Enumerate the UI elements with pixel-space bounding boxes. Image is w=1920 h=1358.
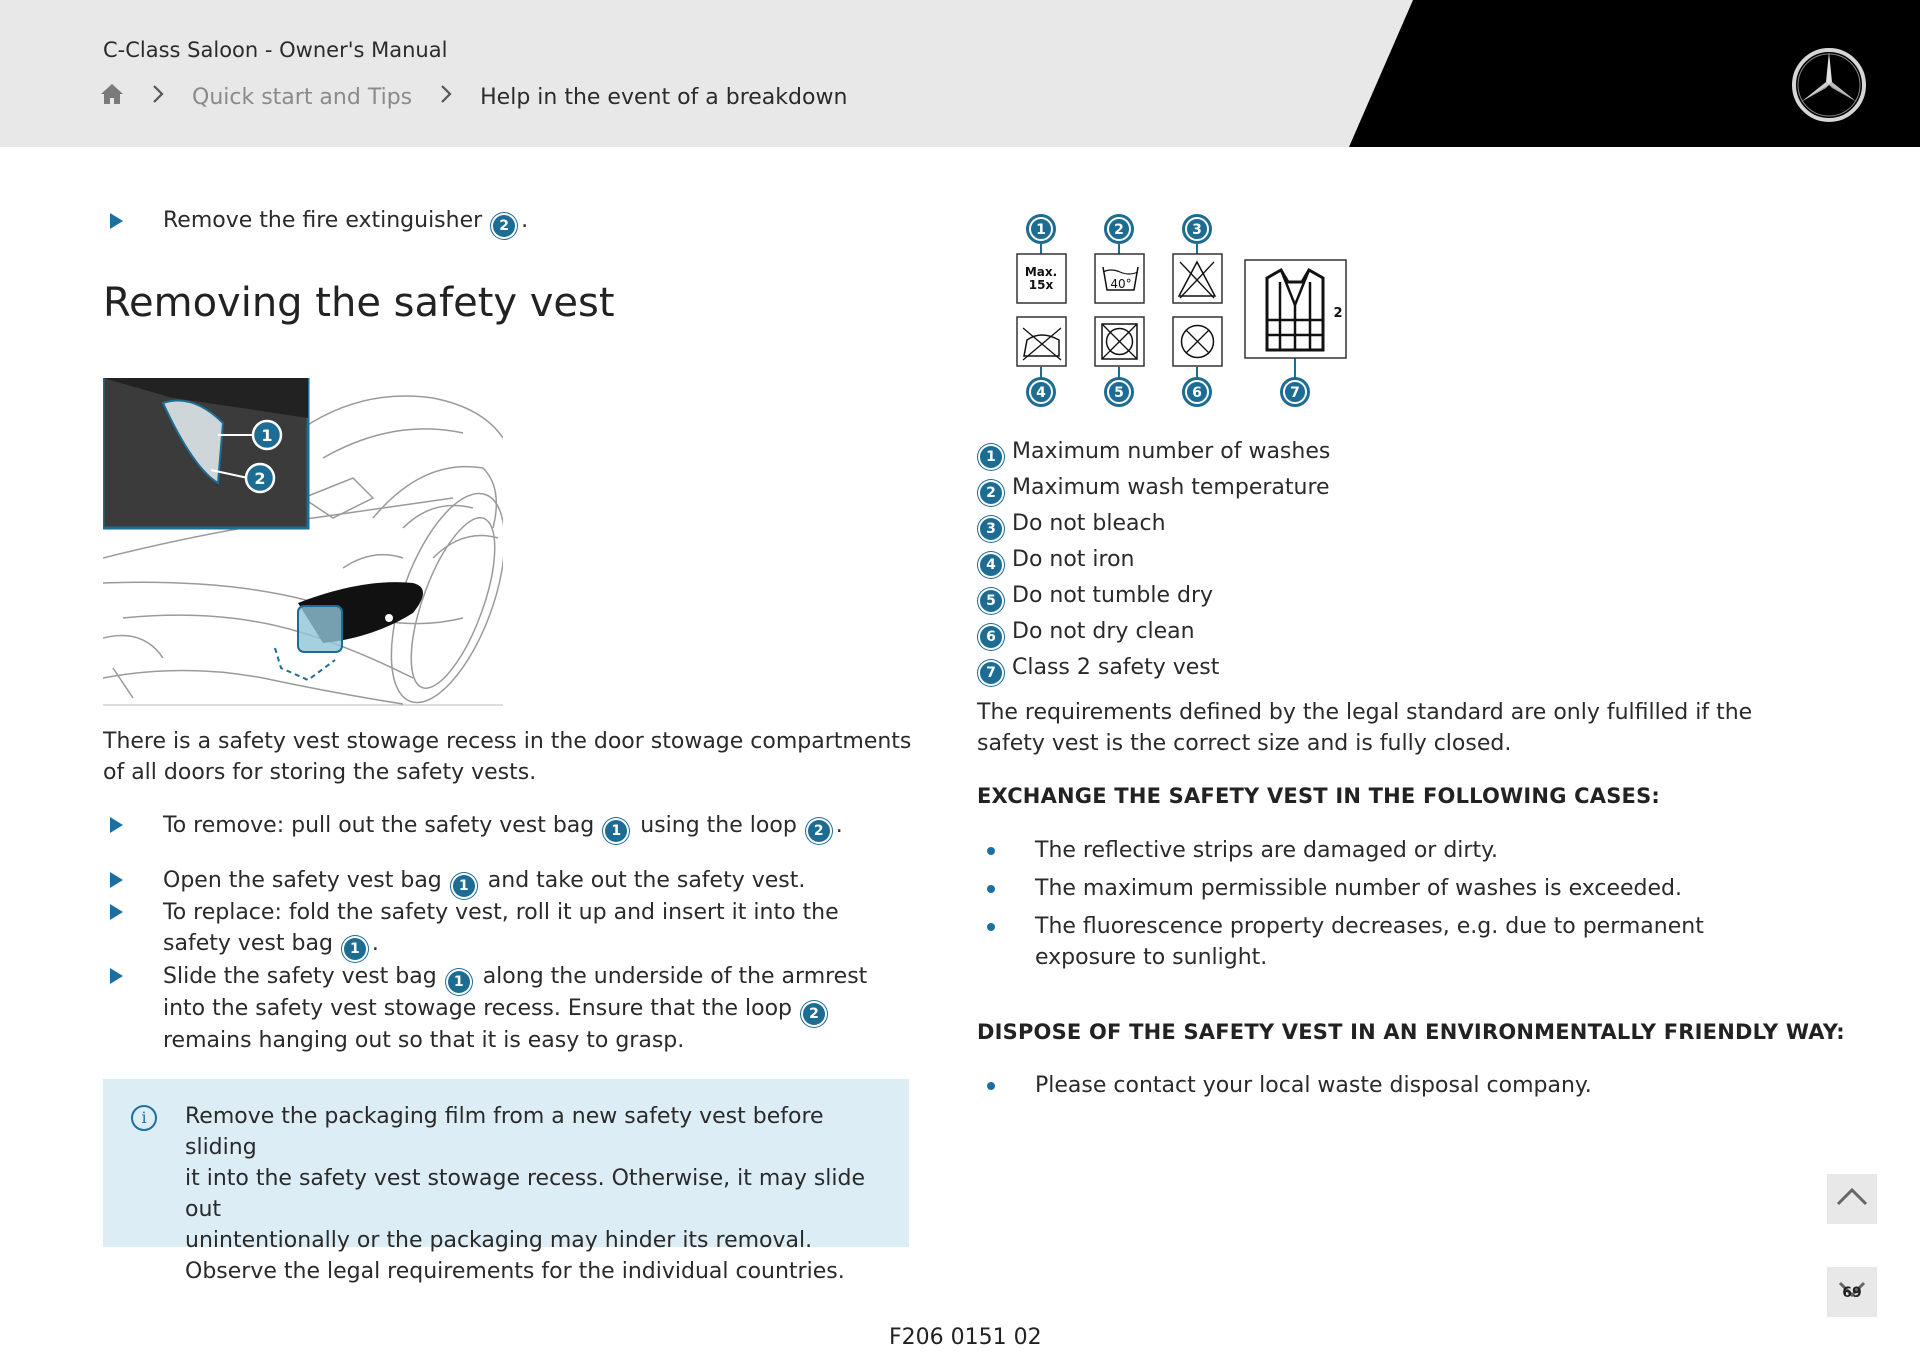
info-note-text: Remove the packaging film from a new safety vest before sliding it into the safety vest stowage recess. Otherwise, it may slide out unintentionally or the packaging may hinder its removal. Observe the legal requirements for the individual countries. (185, 1104, 866, 1284)
exchange-item: The maximum permissible number of washes is exceeded. (1035, 876, 1682, 901)
legend-item: 3 Do not bleach (978, 508, 1166, 540)
legend-item: 4 Do not iron (978, 544, 1135, 576)
legend-badge: 4 (980, 554, 1002, 576)
step-to-replace: To replace: fold the safety vest, roll it up and insert it into the safety vest bag 1 . (163, 897, 913, 960)
symbol-callout-4: 4 (1036, 385, 1046, 401)
chevron-right-icon (152, 84, 164, 110)
wash-temperature-text: 40° (1110, 277, 1132, 291)
legend-badge: 5 (980, 590, 1002, 612)
figure-code: F206 0151 02 (889, 1325, 1042, 1350)
breadcrumb-link-quick-start[interactable]: Quick start and Tips (192, 84, 413, 110)
info-note (103, 1079, 909, 1284)
callout-badge: 2 (493, 215, 515, 237)
exchange-heading: EXCHANGE THE SAFETY VEST IN THE FOLLOWING CASES: (977, 784, 1660, 808)
step-arrow-icon (110, 968, 123, 984)
step-arrow-icon (110, 904, 123, 920)
bullet-dot (987, 1082, 995, 1090)
three-pointed-star-logo-icon (1790, 46, 1868, 128)
symbol-callout-2: 2 (1114, 222, 1124, 238)
step-arrow-icon (110, 213, 123, 229)
chevron-up-icon (1827, 1174, 1877, 1224)
legend-badge: 6 (980, 626, 1002, 648)
symbol-callout-3: 3 (1192, 222, 1202, 238)
requirements-paragraph: The requirements defined by the legal standard are only fulfilled if the safety vest is the correct size and is fully closed. (977, 700, 1753, 756)
legend-item: 6 Do not dry clean (978, 616, 1195, 648)
home-icon[interactable] (100, 83, 124, 111)
intro-paragraph: There is a safety vest stowage recess in the door stowage compartments of all doors for storing the safety vests. (103, 729, 912, 785)
page-number: 69 (1842, 1285, 1862, 1301)
exchange-item: The fluorescence property decreases, e.g. due to permanent exposure to sunlight. (1035, 914, 1704, 970)
callout-badge: 1 (605, 820, 627, 842)
figure-callout-2: 2 (254, 469, 266, 488)
section-heading: Removing the safety vest (103, 280, 615, 326)
dispose-heading: DISPOSE OF THE SAFETY VEST IN AN ENVIRONMENTALLY FRIENDLY WAY: (977, 1020, 1845, 1044)
max-washes-count: 15x (1028, 278, 1054, 292)
legend-badge: 1 (980, 446, 1002, 468)
symbol-callout-1: 1 (1036, 222, 1046, 238)
legend-badge: 2 (980, 482, 1002, 504)
step-remove-fire-extinguisher: Remove the fire extinguisher 2 . (163, 205, 528, 237)
symbol-callout-6: 6 (1192, 385, 1202, 401)
legend-item: 2 Maximum wash temperature (978, 472, 1330, 504)
dispose-item: Please contact your local waste disposal company. (1035, 1073, 1592, 1098)
header-black-panel (0, 0, 1920, 147)
step-to-remove: To remove: pull out the safety vest bag 1 using the loop 2 . (163, 810, 913, 842)
document-title: C-Class Saloon - Owner's Manual (103, 38, 448, 62)
step-open-bag: Open the safety vest bag 1 and take out the safety vest. (163, 865, 913, 897)
info-icon: i (131, 1105, 157, 1131)
step-arrow-icon (110, 872, 123, 888)
legend-badge: 3 (980, 518, 1002, 540)
callout-badge: 2 (803, 1003, 825, 1025)
door-illustration (103, 378, 503, 706)
chevron-right-icon (440, 84, 452, 110)
scroll-up-button[interactable] (1827, 1174, 1877, 1224)
bullet-dot (987, 847, 995, 855)
legend-item: 5 Do not tumble dry (978, 580, 1213, 612)
callout-badge: 1 (344, 938, 366, 960)
legend-badge: 7 (980, 662, 1002, 684)
legend-item: 7 Class 2 safety vest (978, 652, 1219, 684)
callout-badge: 1 (448, 971, 470, 993)
figure-callout-1: 1 (261, 426, 273, 445)
callout-badge: 1 (453, 875, 475, 897)
class-number-text: 2 (1333, 306, 1343, 321)
max-washes-text: Max. (1024, 265, 1058, 279)
symbol-callout-7: 7 (1290, 385, 1300, 401)
breadcrumb-current: Help in the event of a breakdown (480, 84, 848, 110)
scroll-down-button[interactable] (1827, 1267, 1877, 1317)
bullet-dot (987, 885, 995, 893)
legend-item: 1 Maximum number of washes (978, 436, 1330, 468)
bullet-dot (987, 923, 995, 931)
breadcrumb (100, 82, 847, 112)
callout-badge: 2 (808, 820, 830, 842)
exchange-item: The reflective strips are damaged or dirty. (1035, 838, 1498, 863)
symbol-callout-5: 5 (1114, 385, 1124, 401)
care-symbols-figure (1010, 210, 1360, 415)
step-slide-bag: Slide the safety vest bag 1 along the underside of the armrest into the safety vest stowage recess. Ensure that the loop 2 remains hanging out so that it is easy to grasp. (163, 964, 868, 1053)
step-arrow-icon (110, 817, 123, 833)
